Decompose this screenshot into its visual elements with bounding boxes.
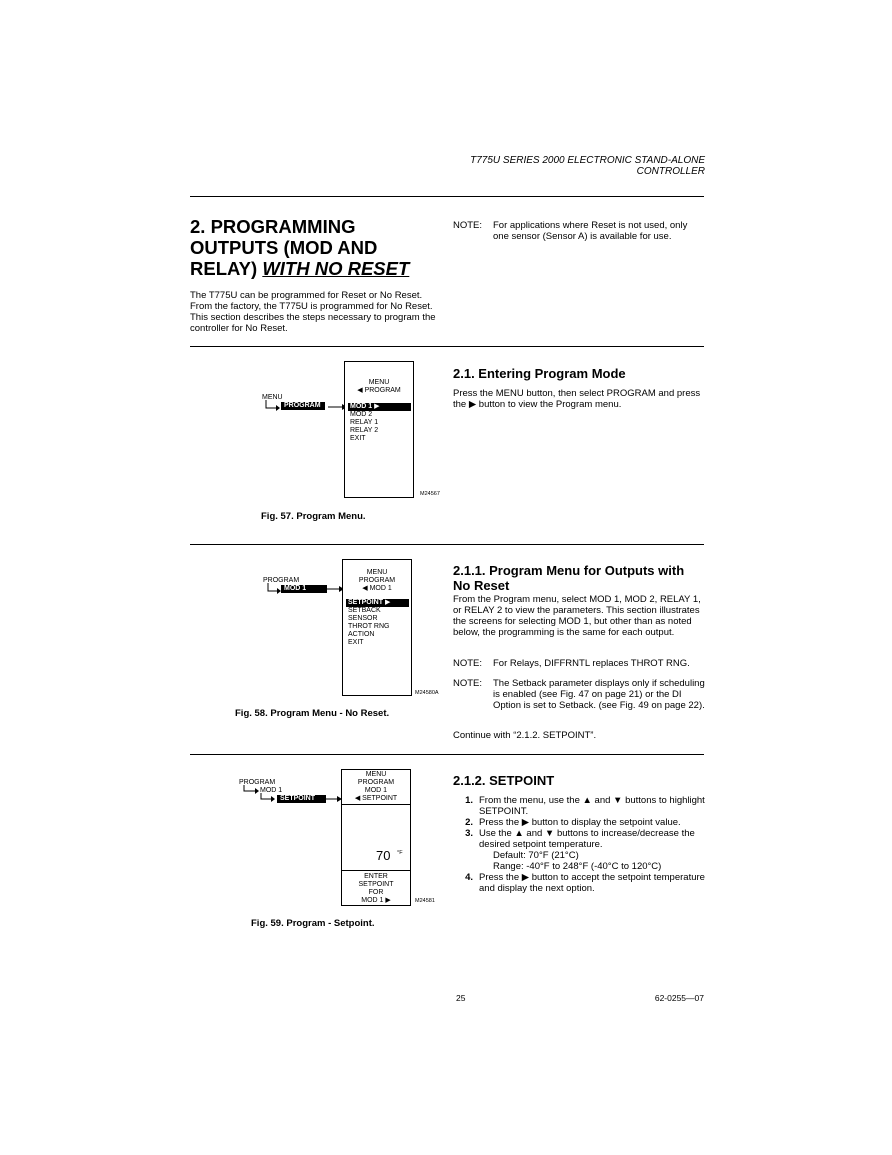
lcd-line: MOD 1: [364, 787, 388, 794]
figure-caption: Fig. 57. Program Menu.: [261, 511, 366, 522]
lcd-line: SETPOINT: [358, 881, 394, 888]
setpoint-value: 70: [376, 848, 391, 863]
note-text: For applications where Reset is not used, only one sensor (Sensor A) is available for use.: [493, 220, 688, 242]
path-program-label: PROGRAM: [263, 577, 300, 584]
path-selected: SETPOINT: [277, 795, 326, 803]
path-program-label: PROGRAM: [239, 779, 276, 786]
heading-emph: WITH NO RESET: [262, 258, 410, 279]
setpoint-steps: [453, 795, 705, 894]
lcd-line: MOD 1 ▶: [361, 897, 391, 904]
default-text: Default: 70°F (21°C): [493, 850, 579, 861]
lcd-line: ◀ SETPOINT: [354, 795, 398, 802]
setpoint-unit: °F: [397, 850, 403, 856]
lcd-line: FOR: [368, 889, 384, 896]
path-selected: MOD 1: [281, 585, 327, 593]
subsection-heading: 2.1.1. Program Menu for Outputs with No Reset: [453, 563, 685, 593]
list-item: [453, 828, 705, 850]
lcd-line: MENU: [365, 771, 387, 778]
step-number: 4.: [465, 872, 473, 883]
running-header: T775U SERIES 2000 ELECTRONIC STAND-ALONE CONTROLLER: [470, 155, 705, 177]
page-number: 25: [456, 993, 466, 1003]
rule: [190, 346, 704, 347]
lcd-line: PROGRAM: [358, 577, 396, 584]
lcd-item: MOD 2: [350, 411, 373, 418]
lcd-item: EXIT: [348, 639, 364, 646]
step-text: Press the ▶ button to accept the setpoint temperature and display the next option.: [479, 872, 705, 894]
note-label: NOTE:: [453, 658, 483, 669]
list-item: [453, 817, 705, 828]
lcd-item: EXIT: [350, 435, 366, 442]
lcd-line: ◀ MOD 1: [362, 585, 392, 592]
figure-code: M24567: [420, 491, 440, 497]
lcd-line: PROGRAM: [357, 779, 395, 786]
figure-code: M24581: [415, 898, 435, 904]
step-number: 2.: [465, 817, 473, 828]
path-mod-label: MOD 1: [260, 787, 283, 794]
range-text: Range: -40°F to 248°F (-40°C to 120°C): [493, 861, 662, 872]
subsection-heading: 2.1.2. SETPOINT: [453, 773, 555, 788]
intro-text: The T775U can be programmed for Reset or No Reset. From the factory, the T775U is programmed for No Reset. This section describes the steps necessary to program the controller for No Reset.: [190, 290, 436, 334]
list-item: [453, 872, 705, 894]
figure-caption: Fig. 58. Program Menu - No Reset.: [235, 708, 390, 719]
lcd-divider: [342, 870, 410, 871]
rule: [190, 196, 704, 197]
step-number: 3.: [465, 828, 473, 839]
note-text: The Setback parameter displays only if scheduling is enabled (see Fig. 47 on page 21) or the DI Option is set to Setback. (see Fig. 49 on page 22).: [493, 678, 705, 711]
section-heading: [190, 216, 445, 279]
lcd-line: ◀ PROGRAM: [357, 387, 401, 394]
rule: [190, 754, 704, 755]
note-relays: [453, 658, 705, 669]
figure-caption: Fig. 59. Program - Setpoint.: [251, 918, 375, 929]
subsection-text: From the Program menu, select MOD 1, MOD 2, RELAY 1, or RELAY 2 to view the parameters. This section illustrates the screens for selecting MOD 1, but other than as noted below, the programming is the same for each output.: [453, 594, 701, 638]
doc-number: 62-0255—07: [654, 993, 704, 1003]
rule: [190, 544, 704, 545]
lcd-divider: [342, 804, 410, 805]
figure-code: M24580A: [415, 690, 439, 696]
path-selected: PROGRAM: [281, 402, 325, 410]
list-item: [453, 850, 705, 861]
lcd-item: SENSOR: [348, 615, 378, 622]
subsection-heading: 2.1. Entering Program Mode: [453, 366, 626, 381]
lcd-line: MENU: [366, 569, 388, 576]
step-text: From the menu, use the ▲ and ▼ buttons to highlight SETPOINT.: [479, 795, 705, 817]
note-text: For Relays, DIFFRNTL replaces THROT RNG.: [493, 658, 690, 669]
subsection-text: Press the MENU button, then select PROGRAM and press the ▶ button to view the Program menu.: [453, 388, 701, 410]
step-number: 1.: [465, 795, 473, 806]
note-setback: [453, 678, 705, 711]
list-item: [453, 861, 705, 872]
lcd-line: ENTER: [364, 873, 388, 880]
step-text: Press the ▶ button to display the setpoint value.: [479, 817, 681, 828]
lcd-selected: SETPOINT ▶: [346, 599, 409, 607]
lcd-display: [341, 769, 411, 906]
lcd-item: RELAY 1: [350, 419, 379, 426]
lcd-line: MENU: [368, 379, 390, 386]
path-menu-label: MENU: [262, 394, 283, 401]
lcd-selected: MOD 1 ▶: [348, 403, 411, 411]
lcd-display: [342, 559, 412, 696]
continue-text: Continue with “2.1.2. SETPOINT”.: [453, 730, 597, 741]
lcd-item: THROT RNG: [348, 623, 390, 630]
heading-plain: 2. PROGRAMMING OUTPUTS (MOD AND RELAY): [190, 216, 378, 279]
lcd-display: [344, 361, 414, 498]
lcd-item: SETBACK: [348, 607, 381, 614]
note-label: NOTE:: [453, 220, 483, 231]
step-text: Use the ▲ and ▼ buttons to increase/decrease the desired setpoint temperature.: [479, 828, 695, 850]
lcd-item: ACTION: [348, 631, 375, 638]
list-item: [453, 795, 705, 817]
note-label: NOTE:: [453, 678, 483, 689]
note-sensor: [453, 220, 703, 242]
lcd-item: RELAY 2: [350, 427, 379, 434]
